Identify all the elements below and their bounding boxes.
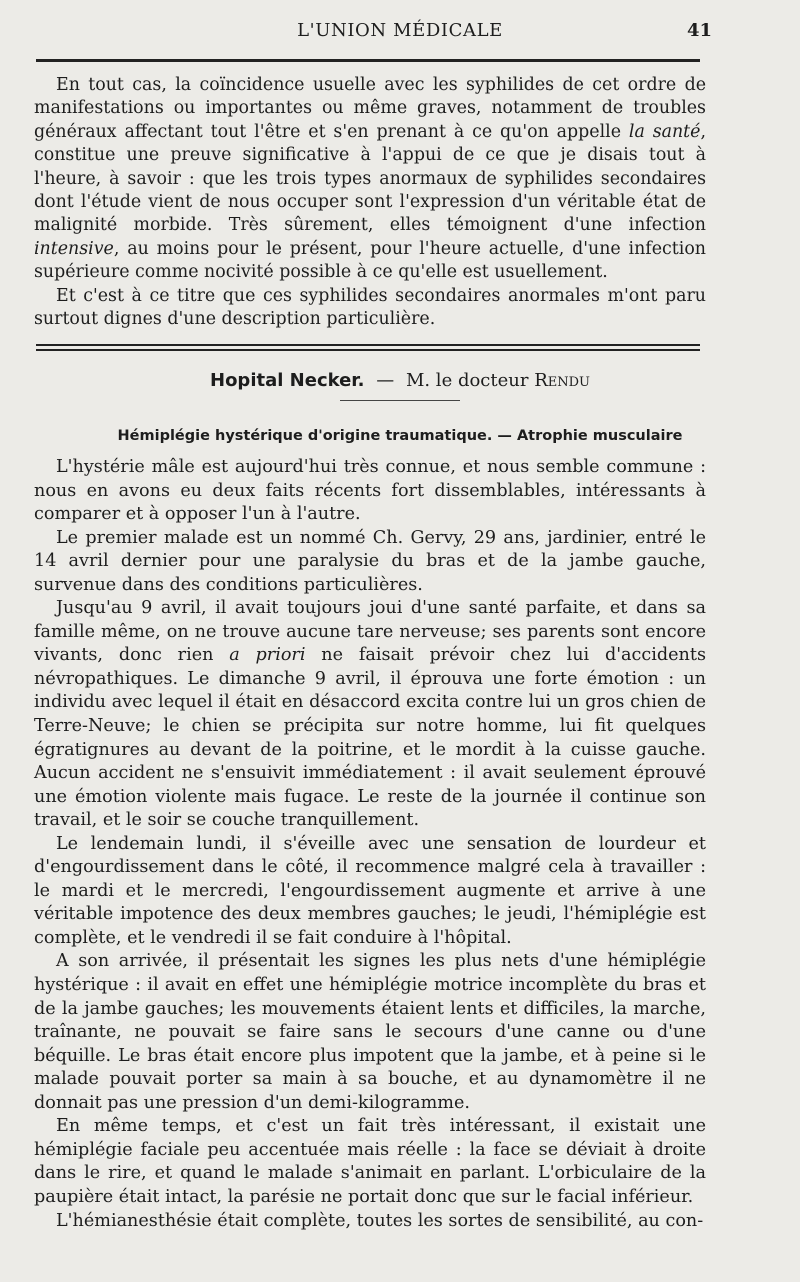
doctor-prefix: M. le docteur	[405, 370, 529, 391]
page-number: 41	[686, 20, 712, 41]
paragraph: En même temps, et c'est un fait très intéressant, il existait une hémiplégie faciale peu accentuée mais réelle : la face se déviait à droite dans le rire, et quand le malade s'animait en parlant. L'orbiculaire de la paupière était intact, la parésie ne portait donc que sur le facial inférieur.	[34, 1116, 706, 1207]
heading-separator: —	[376, 370, 395, 391]
section-heading	[0, 370, 800, 391]
article-text	[34, 456, 706, 1233]
paragraph: Et c'est à ce titre que ces syphilides secondaires anormales m'ont paru surtout dignes d'une description particulière.	[34, 285, 706, 330]
paragraph: A son arrivée, il présentait les signes les plus nets d'une hémiplégie hystérique : il avait en effet une hémiplégie motrice incomplète du bras et de la jambe gauches; les mouvements étaient lents et difficiles, la marche, traînante, ne pouvait se faire sans le secours d'une canne ou d'une béquille. Le bras était encore plus impotent que la jambe, et à peine si le malade pouvait porter sa main à sa bouche, et au dynamomètre il ne donnait pas une pression d'un demi-kilogramme.	[34, 951, 706, 1113]
paragraph: Jusqu'au 9 avril, il avait toujours joui d'une santé parfaite, et dans sa famille même, on ne trouve aucune tare nerveuse; ses parents sont encore vivants, donc rien a priori ne faisait prévoir chez lui d'accidents névropathiques. Le dimanche 9 avril, il éprouva une forte émotion : un individu avec lequel il était en désaccord excita contre lui un gros chien de Terre-Neuve; le chien se précipita sur notre homme, lui fit quelques égratignures au devant de la poitrine, et le mordit à la cuisse gauche. Aucun accident ne s'ensuivit immédiatement : il avait seulement éprouvé une émotion violente mais fugace. Le reste de la journée il continue son travail, et le soir se couche tranquillement.	[34, 598, 706, 831]
paragraph: L'hémianesthésie était complète, toutes les sortes de sensibilité, au con-	[56, 1210, 704, 1231]
short-rule	[340, 400, 460, 401]
paragraph: Le premier malade est un nommé Ch. Gervy, 29 ans, jardinier, entré le 14 avril dernier pour une paralysie du bras et de la jambe gauche, survenue dans des conditions particulières.	[34, 527, 706, 595]
running-head	[0, 20, 800, 48]
paragraph: L'hystérie mâle est aujourd'hui très connue, et nous semble commune : nous en avons eu deux faits récents fort dissemblables, intéressants à comparer et à opposer l'un à l'autre.	[34, 457, 706, 525]
paragraph: En tout cas, la coïncidence usuelle avec les syphilides de cet ordre de manifestations ou importantes ou même graves, notamment de troubles généraux affectant tout l'être et s'en prenant à ce qu'on appelle la santé, constitue une preuve significative à l'appui de ce que je disais tout à l'heure, à savoir : que les trois types anormaux de syphilides secondaires dont l'étude vient de nous occuper sont l'expression d'un véritable état de malignité morbide. Très sûrement, elles témoignent d'une infection intensive, au moins pour le présent, pour l'heure actuelle, d'une infection supérieure comme nocivité possible à ce qu'elle est usuellement.	[34, 75, 706, 283]
hospital-name: Hopital Necker.	[210, 370, 365, 391]
paragraph: Le lendemain lundi, il s'éveille avec une sensation de lourdeur et d'engourdissement dans le côté, il recommence malgré cela à travailler : le mardi et le mercredi, l'engourdissement augmente et arrive à une véritable impotence des deux membres gauches; le jeudi, l'hémiplégie est complète, et le vendredi il se fait conduire à l'hôpital.	[34, 833, 706, 948]
article-title: Hémiplégie hystérique d'origine traumatique. — Atrophie musculaire	[117, 428, 683, 444]
doctor-name: Rendu	[534, 370, 590, 391]
section-divider	[36, 344, 700, 351]
intro-text	[34, 74, 706, 331]
header-rule	[36, 59, 700, 62]
journal-title: L'UNION MÉDICALE	[297, 20, 503, 41]
